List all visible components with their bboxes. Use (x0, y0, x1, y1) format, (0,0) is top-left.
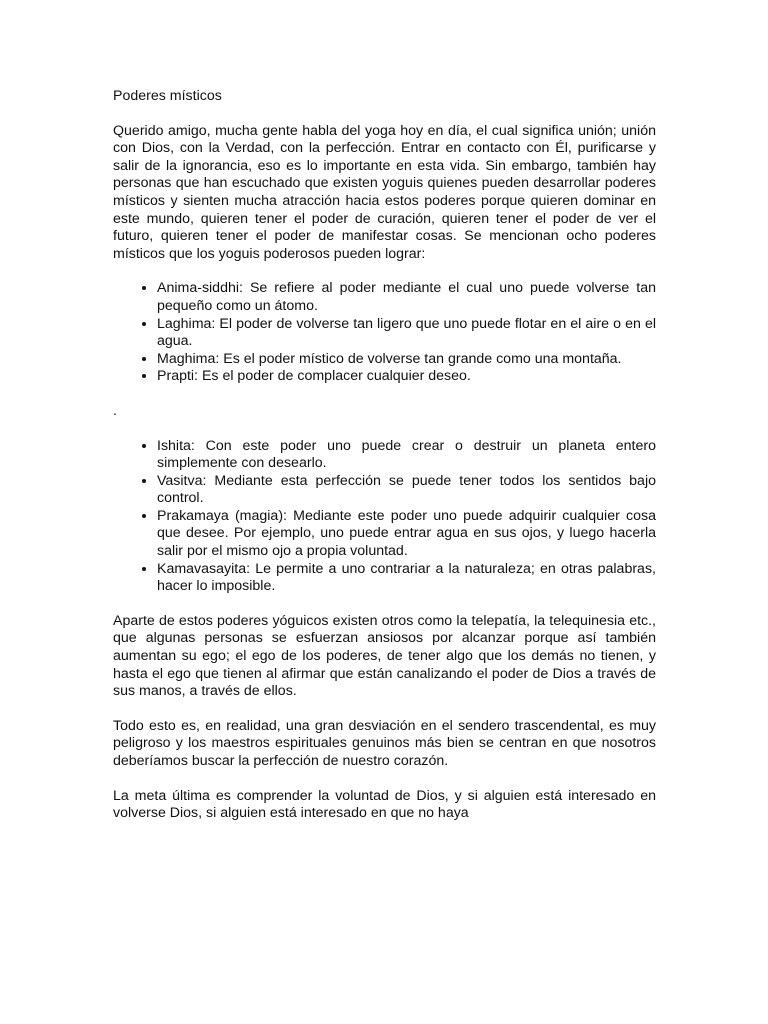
list-item-vasitva: • Vasitva: Mediante esta perfección se puede tener todos los sentidos bajo control. (157, 473, 656, 508)
list-item-ishita: • Ishita: Con este poder uno puede crear o destruir un planeta entero simplemente con desearlo. (157, 438, 656, 473)
separator-dot: . (113, 402, 117, 419)
paragraph-ultimate-goal: La meta última es comprender la voluntad de Dios, y si alguien está interesado en volverse Dios, si alguien está interesado en que no haya (113, 787, 656, 822)
list-item-prakamaya: • Prakamaya (magia): Mediante este poder uno puede adquirir cualquier cosa que desee. Por ejemplo, uno puede entrar agua en sus ojos, y luego hacerla salir por el mismo ojo a propia voluntad. (157, 508, 656, 561)
list-item-anima-siddhi: • Anima-siddhi: Se refiere al poder mediante el cual uno puede volverse tan pequeño como un átomo. (157, 280, 656, 315)
list-item-kamavasayita: • Kamavasayita: Le permite a uno contrariar a la naturaleza; en otras palabras, hacer lo imposible. (157, 561, 656, 596)
list-item-maghima: • Maghima: Es el poder místico de volverse tan grande como una montaña. (157, 351, 656, 369)
paragraph-other-powers: Aparte de estos poderes yóguicos existen otros como la telepatía, la telequinesia etc., que algunas personas se esfuerzan ansiosos por alcanzar porque así también aumentan su ego; el ego de los poderes, de tener algo que los demás no tienen, y hasta el ego que tienen al afirmar que están canalizando el poder de Dios a través de sus manos, a través de ellos. (113, 612, 656, 700)
powers-list-2 (113, 438, 656, 596)
powers-list-1 (113, 280, 656, 386)
list-item-prapti: • Prapti: Es el poder de complacer cualquier deseo. (157, 368, 656, 386)
list-item-laghima: • Laghima: El poder de volverse tan ligero que uno puede flotar en el aire o en el agua. (157, 316, 656, 351)
intro-paragraph: Querido amigo, mucha gente habla del yoga hoy en día, el cual significa unión; unión con Dios, con la Verdad, con la perfección. Entrar en contacto con Él, purificarse y salir de la ignorancia, eso es lo importante en esta vida. Sin embargo, también hay personas que han escuchado que existen yoguis quienes pueden desarrollar poderes místicos y sienten mucha atracción hacia estos poderes porque quieren dominar en este mundo, quieren tener el poder de curación, quieren tener el poder de ver el futuro, quieren tener el poder de manifestar cosas. Se mencionan ocho poderes místicos que los yoguis poderosos pueden lograr: (113, 122, 656, 262)
paragraph-deviation: Todo esto es, en realidad, una gran desviación en el sendero trascendental, es muy peligroso y los maestros espirituales genuinos más bien se centran en que nosotros deberíamos buscar la perfección de nuestro corazón. (113, 717, 656, 769)
document-title: Poderes místicos (113, 88, 222, 104)
document-page (113, 88, 656, 840)
